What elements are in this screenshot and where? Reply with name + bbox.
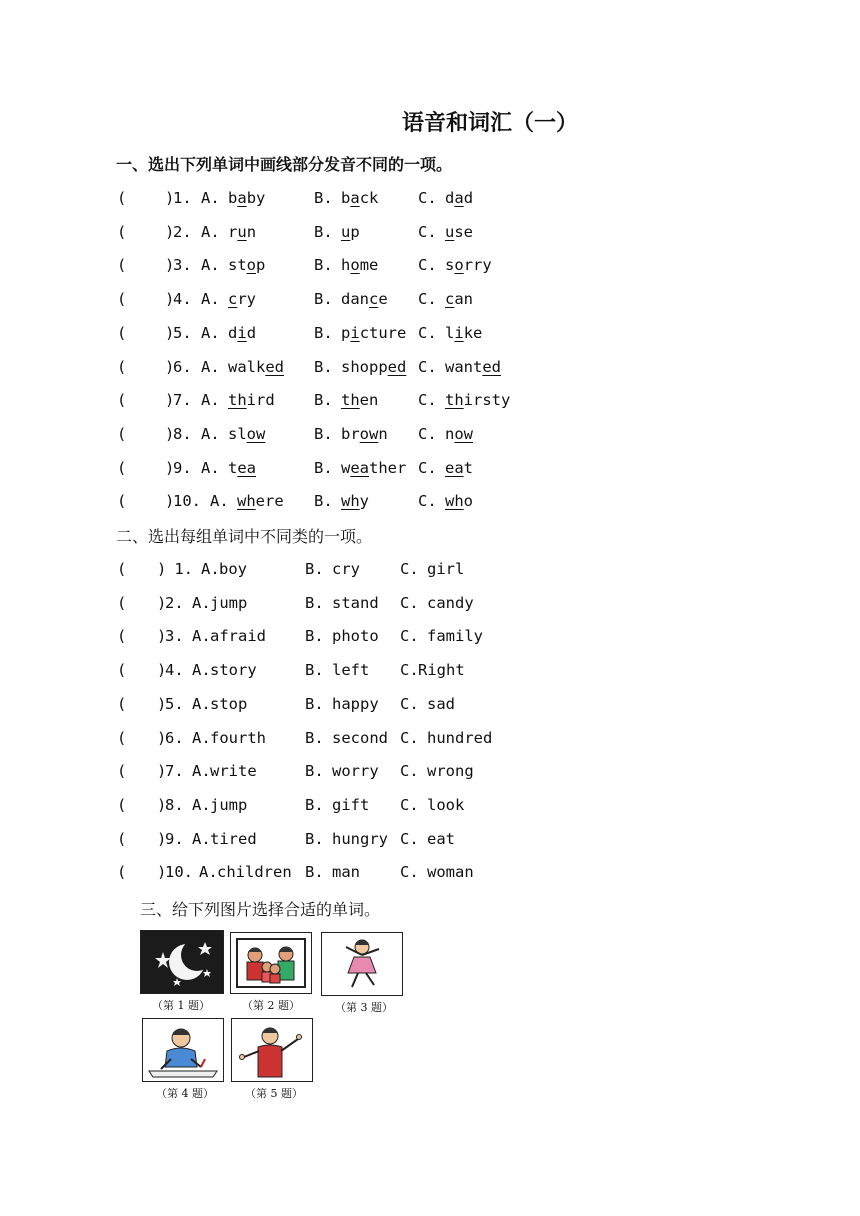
option-b-word: stand xyxy=(332,593,379,612)
answer-open-paren: ( xyxy=(117,560,127,578)
word-part: walk xyxy=(228,357,266,376)
option-a-label: A. xyxy=(192,829,211,848)
option-b-word xyxy=(341,420,388,448)
option-a-word: jump xyxy=(210,795,248,814)
option-a-word xyxy=(228,285,256,313)
option-b-label: B. xyxy=(314,458,333,477)
word-part: an xyxy=(454,290,474,309)
answer-open-paren: ( xyxy=(117,795,127,814)
underlined-letters: th xyxy=(341,391,360,410)
option-c-label: C. xyxy=(400,694,419,713)
option-a-word xyxy=(237,487,284,515)
question-number: 4. xyxy=(173,290,192,309)
answer-close-paren: ) xyxy=(157,829,167,848)
section1-heading: 一、选出下列单词中画线部分发音不同的一项。 xyxy=(116,155,453,174)
answer-close-paren: ) xyxy=(165,357,175,376)
answer-close-paren: ) xyxy=(157,795,167,814)
option-a-label: A. xyxy=(201,256,220,275)
answer-open-paren: ( xyxy=(117,728,127,747)
option-c-label: C. xyxy=(418,424,437,443)
option-b-word: happy xyxy=(332,694,379,713)
option-b-label: B. xyxy=(305,627,324,646)
option-c-label: C. xyxy=(418,189,437,207)
word-part: p xyxy=(256,256,266,275)
answer-open-paren: ( xyxy=(117,661,127,680)
word-part: ere xyxy=(255,492,284,511)
option-c-label: C. xyxy=(418,323,437,342)
option-a-label: A. xyxy=(192,694,211,713)
answer-close-paren: ) xyxy=(165,189,175,207)
answer-close-paren: ) xyxy=(157,661,167,680)
underlined-letters: wh xyxy=(445,492,464,511)
word-part: shopp xyxy=(341,357,388,376)
word-part: en xyxy=(359,391,379,410)
underlined-letters: u xyxy=(237,222,247,241)
option-b-word xyxy=(341,251,378,279)
underlined-letters: i xyxy=(454,323,464,342)
option-c-word: sad xyxy=(427,694,455,713)
answer-close-paren: ) xyxy=(165,492,175,511)
word-part: ry xyxy=(237,290,257,309)
option-a-label: A. xyxy=(192,762,211,781)
option-b-word: worry xyxy=(332,762,379,781)
word-part: p xyxy=(350,222,360,241)
section2-heading: 二、选出每组单词中不同类的一项。 xyxy=(116,527,373,546)
option-a-label: A. xyxy=(210,492,229,511)
option-b-word: photo xyxy=(332,627,379,646)
answer-open-paren: ( xyxy=(117,391,127,410)
option-b-label: B. xyxy=(305,560,324,578)
question-number: 6. xyxy=(165,728,184,747)
option-c-word: family xyxy=(427,627,483,646)
answer-open-paren: ( xyxy=(117,458,127,477)
underlined-letters: ed xyxy=(387,357,407,376)
word-part: b xyxy=(228,189,238,207)
question-number: 3. xyxy=(173,256,192,275)
option-a-label: A. xyxy=(201,290,220,309)
option-c-label: C. xyxy=(400,762,419,781)
option-b-label: B. xyxy=(314,256,333,275)
question-number: 5. xyxy=(173,323,192,342)
option-c-label: C. xyxy=(400,829,419,848)
option-a-label: A. xyxy=(192,728,211,747)
option-a-label: A. xyxy=(192,661,211,680)
option-a-word: stop xyxy=(210,694,248,713)
word-part: d xyxy=(445,189,455,207)
option-a-word xyxy=(228,218,256,246)
option-a-word: tired xyxy=(210,829,257,848)
option-c-label: C. xyxy=(400,661,419,680)
answer-close-paren: ) xyxy=(165,290,175,309)
question-number: 2. xyxy=(165,593,184,612)
option-a-label: A. xyxy=(192,593,211,612)
word-part: rry xyxy=(463,256,492,275)
question-number: 10. xyxy=(165,863,193,882)
option-c-label: C. xyxy=(418,391,437,410)
word-part: l xyxy=(445,323,455,342)
answer-close-paren: ) xyxy=(157,593,167,612)
underlined-letters: c xyxy=(228,290,238,309)
question-number: 1. xyxy=(165,560,193,578)
word-part: d xyxy=(228,323,238,342)
picture-1-caption: （第 1 题） xyxy=(152,999,210,1012)
word-part: ther xyxy=(369,458,407,477)
option-c-label: C. xyxy=(418,290,437,309)
picture-4-caption: （第 4 题） xyxy=(156,1087,214,1100)
option-a-label: A. xyxy=(192,627,211,646)
option-c-word xyxy=(445,184,473,212)
underlined-letters: wh xyxy=(237,492,256,511)
word-part: n xyxy=(445,424,455,443)
option-a-label: A. xyxy=(201,391,220,410)
word-part: b xyxy=(341,189,351,207)
option-c-word xyxy=(445,487,473,515)
option-b-label: B. xyxy=(314,222,333,241)
word-part: ird xyxy=(246,391,275,410)
section3-heading: 三、给下列图片选择合适的单词。 xyxy=(140,900,381,919)
man-speaking-icon xyxy=(232,1019,312,1081)
option-b-label: B. xyxy=(305,593,324,612)
underlined-letters: ed xyxy=(482,357,501,376)
underlined-letters: o xyxy=(350,256,360,275)
option-c-label: C. xyxy=(418,357,437,376)
word-part: ke xyxy=(463,323,483,342)
option-b-word xyxy=(341,184,378,212)
underlined-letters: c xyxy=(369,290,379,309)
option-c-word xyxy=(445,218,473,246)
word-part: n xyxy=(246,222,257,241)
question-number: 7. xyxy=(173,391,192,410)
option-c-label: C. xyxy=(400,795,419,814)
word-part: me xyxy=(359,256,379,275)
question-number: 10. xyxy=(173,492,201,511)
option-b-label: B. xyxy=(314,357,333,376)
option-c-word: Right xyxy=(418,661,465,680)
option-a-word xyxy=(228,184,265,212)
moon-stars-icon xyxy=(141,931,223,993)
answer-open-paren: ( xyxy=(117,593,127,612)
option-a-label: A. xyxy=(201,189,220,207)
word-part: ck xyxy=(359,189,379,207)
option-c-word xyxy=(445,251,492,279)
underlined-letters: ea xyxy=(350,458,370,477)
option-c-label: C. xyxy=(400,627,419,646)
option-a-word: afraid xyxy=(210,627,266,646)
answer-open-paren: ( xyxy=(117,424,127,443)
word-part: t xyxy=(463,458,474,477)
option-c-label: C. xyxy=(400,593,419,612)
answer-close-paren: ) xyxy=(165,391,175,410)
option-a-label: A. xyxy=(201,357,220,376)
option-b-label: B. xyxy=(314,391,333,410)
answer-close-paren: ) xyxy=(157,728,167,747)
option-c-label: C. xyxy=(400,863,419,882)
answer-close-paren: ) xyxy=(157,627,167,646)
option-b-word: cry xyxy=(332,560,360,578)
option-a-word: fourth xyxy=(210,728,266,747)
option-c-word: hundred xyxy=(427,728,493,747)
word-part: s xyxy=(445,256,455,275)
option-c-word: woman xyxy=(427,863,474,882)
option-b-label: B. xyxy=(305,728,324,747)
option-b-label: B. xyxy=(305,863,324,882)
option-b-label: B. xyxy=(305,795,324,814)
option-b-label: B. xyxy=(314,189,333,207)
option-c-word xyxy=(445,285,473,313)
option-b-word: hungry xyxy=(332,829,388,848)
option-a-word: children xyxy=(217,863,292,882)
answer-close-paren: ) xyxy=(157,560,167,578)
option-c-label: C. xyxy=(418,458,437,477)
underlined-letters: i xyxy=(350,323,360,342)
answer-close-paren: ) xyxy=(165,323,175,342)
underlined-letters: ow xyxy=(246,424,266,443)
underlined-letters: ea xyxy=(445,458,464,477)
answer-open-paren: ( xyxy=(117,222,127,241)
answer-open-paren: ( xyxy=(117,323,127,342)
word-part: w xyxy=(341,458,351,477)
answer-open-paren: ( xyxy=(117,357,127,376)
option-c-word: eat xyxy=(427,829,455,848)
answer-open-paren: ( xyxy=(117,762,127,781)
option-a-label: A. xyxy=(201,323,220,342)
option-a-word xyxy=(228,251,265,279)
answer-open-paren: ( xyxy=(117,189,127,207)
option-a-word: boy xyxy=(219,560,247,578)
question-number: 8. xyxy=(165,795,184,814)
page-title: 语音和词汇（一） xyxy=(401,111,578,136)
word-part: h xyxy=(341,256,351,275)
option-b-label: B. xyxy=(305,661,324,680)
underlined-letters: u xyxy=(445,222,455,241)
option-b-word xyxy=(341,386,378,414)
option-c-label: C. xyxy=(418,492,437,511)
word-part: d xyxy=(246,323,257,342)
option-a-label: A. xyxy=(201,560,220,578)
underlined-letters: ea xyxy=(237,458,257,477)
option-a-label: A. xyxy=(199,863,218,882)
word-part: o xyxy=(463,492,474,511)
question-number: 9. xyxy=(165,829,184,848)
word-part: dan xyxy=(341,290,369,309)
underlined-letters: ow xyxy=(359,424,379,443)
word-part: irsty xyxy=(463,391,511,410)
option-a-label: A. xyxy=(201,222,220,241)
option-b-label: B. xyxy=(314,424,333,443)
option-b-word: gift xyxy=(332,795,370,814)
underlined-letters: o xyxy=(454,256,464,275)
underlined-letters: o xyxy=(246,256,257,275)
option-a-word xyxy=(228,353,284,381)
option-a-label: A. xyxy=(201,458,220,477)
answer-close-paren: ) xyxy=(165,256,175,275)
word-part: d xyxy=(463,189,474,207)
option-c-word: wrong xyxy=(427,762,474,781)
answer-open-paren: ( xyxy=(117,492,127,511)
word-part: n xyxy=(378,424,388,443)
question-number: 2. xyxy=(173,222,192,241)
word-part: st xyxy=(228,256,247,275)
option-c-label: C. xyxy=(400,560,419,578)
option-c-word xyxy=(445,420,473,448)
option-b-word xyxy=(341,487,369,515)
answer-close-paren: ) xyxy=(157,863,167,882)
word-part: y xyxy=(359,492,370,511)
underlined-letters: th xyxy=(228,391,247,410)
option-c-label: C. xyxy=(418,222,437,241)
word-part: e xyxy=(378,290,388,309)
option-b-label: B. xyxy=(305,694,324,713)
option-a-word: write xyxy=(210,762,257,781)
option-a-label: A. xyxy=(192,795,211,814)
option-c-word: girl xyxy=(427,560,465,578)
question-number: 5. xyxy=(165,694,184,713)
question-number: 6. xyxy=(173,357,192,376)
option-b-label: B. xyxy=(305,762,324,781)
option-b-word: second xyxy=(332,728,388,747)
option-a-label: A. xyxy=(201,424,220,443)
underlined-letters: ed xyxy=(265,357,284,376)
word-part: by xyxy=(246,189,266,207)
option-c-label: C. xyxy=(418,256,437,275)
answer-open-paren: ( xyxy=(117,863,127,882)
option-b-word: man xyxy=(332,863,360,882)
option-b-word: left xyxy=(332,661,370,680)
option-a-word: story xyxy=(210,661,257,680)
answer-close-paren: ) xyxy=(165,458,175,477)
option-c-word xyxy=(445,319,482,347)
option-b-label: B. xyxy=(305,829,324,848)
option-c-word: look xyxy=(427,795,465,814)
picture-3-caption: （第 3 题） xyxy=(335,1001,393,1014)
option-a-word xyxy=(228,454,256,482)
boy-writing-icon xyxy=(143,1019,223,1081)
question-number: 4. xyxy=(165,661,184,680)
underlined-letters: c xyxy=(445,290,455,309)
word-part: br xyxy=(341,424,360,443)
word-part: se xyxy=(454,222,474,241)
option-c-word xyxy=(445,353,501,381)
option-b-word xyxy=(341,285,388,313)
word-part: t xyxy=(228,458,238,477)
underlined-letters: a xyxy=(237,189,247,207)
underlined-letters: a xyxy=(454,189,464,207)
option-b-word xyxy=(341,353,406,381)
underlined-letters: a xyxy=(350,189,360,207)
option-b-label: B. xyxy=(314,323,333,342)
family-photo-icon xyxy=(231,933,311,993)
question-number: 7. xyxy=(165,762,184,781)
option-a-word xyxy=(228,319,256,347)
answer-open-paren: ( xyxy=(117,829,127,848)
answer-open-paren: ( xyxy=(117,290,127,309)
underlined-letters: u xyxy=(341,222,351,241)
option-b-label: B. xyxy=(314,290,333,309)
answer-close-paren: ) xyxy=(157,762,167,781)
answer-close-paren: ) xyxy=(165,424,175,443)
option-a-word: jump xyxy=(210,593,248,612)
underlined-letters: th xyxy=(445,391,464,410)
underlined-letters: ow xyxy=(454,424,474,443)
option-b-word xyxy=(341,218,360,246)
word-part: cture xyxy=(359,323,407,342)
option-c-word xyxy=(445,386,510,414)
underlined-letters: wh xyxy=(341,492,360,511)
picture-2-caption: （第 2 题） xyxy=(242,999,300,1012)
answer-close-paren: ) xyxy=(157,694,167,713)
word-part: sl xyxy=(228,424,247,443)
option-a-word xyxy=(228,386,275,414)
option-c-label: C. xyxy=(400,728,419,747)
option-c-word xyxy=(445,454,473,482)
question-number: 9. xyxy=(173,458,192,477)
word-part: want xyxy=(445,357,483,376)
option-b-label: B. xyxy=(314,492,333,511)
option-b-word xyxy=(341,454,406,482)
underlined-letters: i xyxy=(237,323,247,342)
option-b-word xyxy=(341,319,406,347)
answer-open-paren: ( xyxy=(117,627,127,646)
answer-close-paren: ) xyxy=(165,222,175,241)
question-number: 3. xyxy=(165,627,184,646)
word-part: p xyxy=(341,323,351,342)
word-part: r xyxy=(228,222,238,241)
option-a-word xyxy=(228,420,265,448)
answer-open-paren: ( xyxy=(117,694,127,713)
answer-open-paren: ( xyxy=(117,256,127,275)
question-number: 1. xyxy=(173,189,192,207)
dancing-girl-icon xyxy=(322,933,402,995)
picture-5-caption: （第 5 题） xyxy=(245,1087,303,1100)
option-c-word: candy xyxy=(427,593,474,612)
question-number: 8. xyxy=(173,424,192,443)
